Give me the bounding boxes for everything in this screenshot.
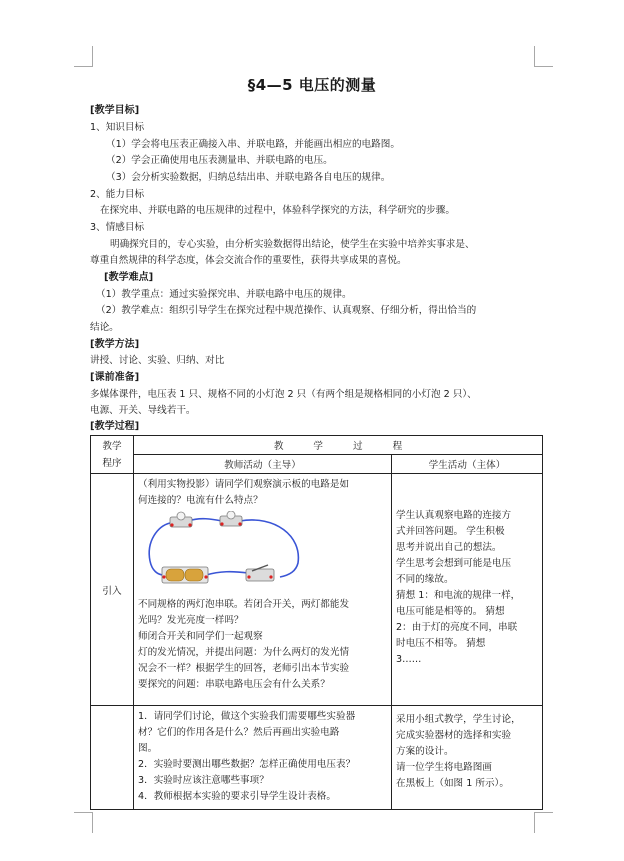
student-text-line: 3…… [396, 654, 422, 665]
goals-header: [教学目标] [90, 105, 140, 116]
stage-header-line-1: 教学 [102, 440, 122, 452]
teacher-text-line: 4．教师根据本实验的要求引导学生设计表格。 [138, 791, 336, 802]
teacher-text-line: 2．实验时要测出哪些数据？怎样正确使用电压表？ [138, 759, 356, 770]
process-header-text: 教学过程 [273, 441, 433, 452]
stage-header-line-2: 程序 [102, 457, 122, 469]
student-text-line: 学生思考会想到可能是电压 [396, 558, 512, 569]
method-text: 讲授、讨论、实验、归纳、对比 [90, 355, 225, 366]
teacher-text-line: 图。 [138, 743, 158, 754]
prep-line-1: 多媒体课件，电压表 1 只、规格不同的小灯泡 2 只（有两个组是规格相同的小灯泡 2 只）、 [90, 389, 477, 400]
switch-base [246, 569, 274, 581]
difficulty-line-2: （2）教学难点：组织引导学生在探究过程中规范操作、认真观察、仔细分析，得出恰当的 [96, 305, 477, 316]
difficulty-line-3: 结论。 [90, 322, 119, 333]
teacher-text-line: 不同规格的两灯泡串联。若闭合开关，两灯都能发 [138, 599, 350, 610]
terminal [269, 575, 272, 578]
teacher-text-line: 3．实验时应该注意哪些事项？ [138, 775, 269, 786]
student-text-line: 在黑板上（如图 1 所示）。 [396, 778, 509, 789]
prep-header: [课前准备] [90, 372, 140, 383]
student-header-cell [392, 455, 543, 474]
knowledge-title: 1、知识目标 [90, 122, 145, 133]
stage-intro-label: 引入 [102, 585, 122, 597]
teacher-text-line: 要探究的问题：串联电路电压会有什么关系？ [138, 679, 330, 690]
student-text-line: 完成实验器材的选择和实验 [396, 730, 512, 741]
student-text-line: 电压可能是相等的。 猜想 [396, 606, 505, 617]
series-circuit-image [140, 511, 315, 593]
document-title: §4—5 电压的测量 [247, 76, 377, 94]
stage-header-cell [91, 436, 134, 474]
student-text-line: 不同的缘故。 [396, 574, 454, 585]
terminal [188, 523, 191, 526]
wire [149, 523, 174, 561]
teacher-text-line: 光吗？发光亮度一样吗？ [138, 615, 244, 626]
ability-text: 在探究串、并联电路的电压规律的过程中，体验科学探究的方法，科学研究的步骤。 [100, 205, 455, 216]
crop-mark-bottom-left [74, 812, 93, 833]
teacher-header-cell [134, 455, 392, 474]
knowledge-item-3: （3）会分析实验数据，归纳总结出串、并联电路各自电压的规律。 [106, 172, 391, 183]
terminal [170, 523, 173, 526]
prep-line-2: 电源、开关、导线若干。 [90, 405, 196, 416]
terminal [162, 575, 165, 578]
process-header-cell [134, 436, 543, 455]
wire [188, 519, 222, 521]
teacher-activity-cell-1 [134, 474, 392, 706]
wire [240, 520, 298, 577]
teacher-text-line: 灯的发光情况，并提出问题：为什么两灯的发光情 [138, 647, 350, 658]
terminal [247, 575, 250, 578]
crop-mark-bottom-right [534, 812, 553, 833]
teacher-text-line: 师闭合开关和同学们一起观察 [138, 631, 263, 642]
crop-mark-top-left [74, 46, 93, 67]
student-text-line: 时电压不相等。 猜想 [396, 638, 486, 649]
terminal [204, 575, 207, 578]
student-text-line: 式并回答问题。 学生积极 [396, 526, 505, 537]
terminal [238, 522, 241, 525]
teacher-text-line: （利用实物投影）请同学们观察演示板的电路是如 [138, 479, 350, 490]
difficulty-header: [教学难点] [104, 272, 154, 283]
bulb-1-icon [177, 512, 185, 520]
emotion-title: 3、情感目标 [90, 222, 145, 233]
student-text-line: 采用小组式教学，学生讨论， [396, 714, 521, 725]
knowledge-item-1: （1）学会将电压表正确接入串、并联电路，并能画出相应的电路图。 [106, 139, 400, 150]
stage-cell-design [91, 706, 134, 810]
difficulty-line-1: （1）教学重点：通过实验探究串、并联电路中电压的规律。 [96, 289, 352, 300]
wire [206, 572, 248, 575]
knowledge-item-2: （2）学会正确使用电压表测量串、并联电路的电压。 [106, 155, 333, 166]
process-header: [教学过程] [90, 421, 140, 432]
student-text-line: 请一位学生将电路图画 [396, 762, 492, 773]
student-text-line: 2：由于灯的亮度不同，串联 [396, 622, 518, 633]
teacher-text-line: 况会不一样？根据学生的回答，老师引出本节实验 [138, 663, 350, 674]
method-header: [教学方法] [90, 339, 140, 350]
stage-cell-intro [91, 474, 134, 706]
student-activity-cell-2 [392, 706, 543, 810]
teacher-header-text: 教师活动（主导） [224, 460, 301, 471]
teacher-text-line: 材？它们的作用各是什么？然后再画出实验电路 [138, 727, 340, 738]
bulb-2-icon [227, 511, 235, 519]
battery-cell-icon [166, 569, 184, 581]
student-header-text: 学生活动（主体） [428, 460, 506, 471]
teacher-activity-cell-2 [134, 706, 392, 810]
battery-cell-icon [185, 569, 203, 581]
emotion-line-1: 明确探究目的，专心实验，由分析实验数据得出结论，使学生在实验中培养实事求是、 [110, 239, 475, 250]
terminal [220, 522, 223, 525]
teacher-text-line: 何连接的？电流有什么特点？ [138, 495, 263, 506]
student-text-line: 学生认真观察电路的连接方 [396, 510, 512, 521]
student-activity-cell-1 [392, 474, 543, 706]
ability-title: 2、能力目标 [90, 189, 145, 200]
student-text-line: 猜想 1：和电流的规律一样， [396, 590, 521, 601]
crop-mark-top-right [534, 46, 553, 67]
emotion-line-2: 尊重自然规律的科学态度，体会交流合作的重要性，获得共享成果的喜悦。 [90, 255, 407, 266]
student-text-line: 方案的设计。 [396, 746, 454, 757]
student-text-line: 思考并说出自己的想法。 [396, 542, 502, 553]
lesson-table [90, 435, 543, 810]
teacher-text-line: 1．请同学们讨论，做这个实验我们需要哪些实验器 [138, 711, 356, 722]
